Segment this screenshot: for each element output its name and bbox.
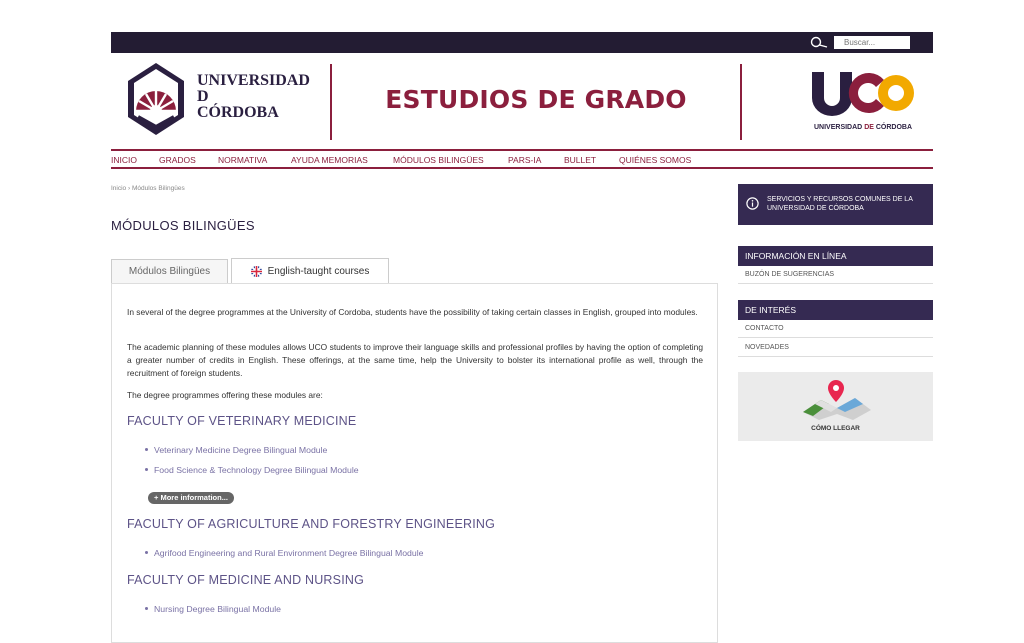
nav-item-bullet[interactable]: BULLET <box>564 155 597 165</box>
search-icon[interactable] <box>810 36 828 48</box>
list-item-link[interactable]: Nursing Degree Bilingual Module <box>145 604 281 614</box>
tab-english-taught-courses[interactable] <box>231 258 389 284</box>
uco-subtitle-c: CÓRDOBA <box>875 124 913 131</box>
university-name-line-1: UNIVERSIDAD <box>197 72 310 89</box>
como-llegar-label: CÓMO LLEGAR <box>811 425 860 432</box>
nav-item-pars-ia[interactable]: PARS-IA <box>508 155 542 165</box>
nav-item-inicio[interactable]: INICIO <box>111 155 137 165</box>
de-interes-header: DE INTERÉS <box>738 300 933 320</box>
servicios-banner[interactable] <box>738 184 933 225</box>
map-pin-icon <box>797 378 875 420</box>
planning-paragraph: The academic planning of these modules allows UCO students to improve their language skills and professional profiles by having the option of completing a greater number of credits in English. These offerings, at the same time, help the University to bolster its international profile as well, through the recruitment of foreign students. <box>127 342 703 378</box>
university-name[interactable] <box>197 73 310 121</box>
sidebar-link-novedades[interactable]: NOVEDADES <box>738 339 933 357</box>
nav-item-quienes-somos[interactable]: QUIÉNES SOMOS <box>619 155 692 165</box>
faculty-heading: FACULTY OF AGRICULTURE AND FORESTRY ENGINEERING <box>127 517 496 531</box>
intro-paragraph: In several of the degree programmes at the University of Cordoba, students have the possibility of taking certain classes in English, grouped into modules. <box>127 307 698 317</box>
university-name-line-3: CÓRDOBA <box>197 104 279 121</box>
tab-label: English-taught courses <box>267 266 370 277</box>
search-input[interactable] <box>834 36 910 49</box>
programmes-intro: The degree programmes offering these modules are: <box>127 390 323 400</box>
main-nav <box>111 149 933 169</box>
uco-subtitle <box>814 124 912 131</box>
tab-label: Módulos Bilingües <box>128 266 211 277</box>
university-shield-logo[interactable] <box>126 61 186 137</box>
tab-content-panel <box>111 283 718 643</box>
breadcrumb[interactable]: Inicio › Módulos Bilingües <box>111 185 185 192</box>
info-icon <box>746 197 759 210</box>
nav-item-ayuda-memorias[interactable]: AYUDA MEMORIAS <box>291 155 368 165</box>
nav-item-grados[interactable]: GRADOS <box>159 155 196 165</box>
header-divider <box>330 64 332 140</box>
uco-subtitle-b: DE <box>864 124 876 131</box>
header-divider <box>740 64 742 140</box>
uco-logo[interactable] <box>810 70 918 116</box>
university-name-line-2: D <box>197 88 209 105</box>
list-item-link[interactable]: Food Science & Technology Degree Bilingual Module <box>145 465 359 475</box>
faculty-heading: FACULTY OF VETERINARY MEDICINE <box>127 414 357 428</box>
list-item-link[interactable]: Agrifood Engineering and Rural Environment Degree Bilingual Module <box>145 548 423 558</box>
nav-item-normativa[interactable]: NORMATIVA <box>218 155 268 165</box>
sidebar-link-contacto[interactable]: CONTACTO <box>738 320 933 338</box>
tab-modulos-bilingues[interactable] <box>111 259 228 283</box>
more-information-button[interactable]: + More information... <box>148 492 234 504</box>
servicios-text: SERVICIOS Y RECURSOS COMUNES DE LA UNIVERSIDAD DE CÓRDOBA <box>767 196 913 212</box>
uk-flag-icon <box>251 266 262 277</box>
info-en-linea-header: INFORMACIÓN EN LÍNEA <box>738 246 933 266</box>
site-title: ESTUDIOS DE GRADO <box>385 85 687 114</box>
sidebar-link-buzon[interactable]: BUZÓN DE SUGERENCIAS <box>738 266 933 284</box>
page-title: MÓDULOS BILINGÜES <box>111 218 255 233</box>
list-item-link[interactable]: Veterinary Medicine Degree Bilingual Module <box>145 445 327 455</box>
uco-subtitle-a: UNIVERSIDAD <box>814 124 865 131</box>
nav-item-modulos-bilingues[interactable]: MÓDULOS BILINGÜES <box>393 155 484 165</box>
faculty-heading: FACULTY OF MEDICINE AND NURSING <box>127 573 365 587</box>
